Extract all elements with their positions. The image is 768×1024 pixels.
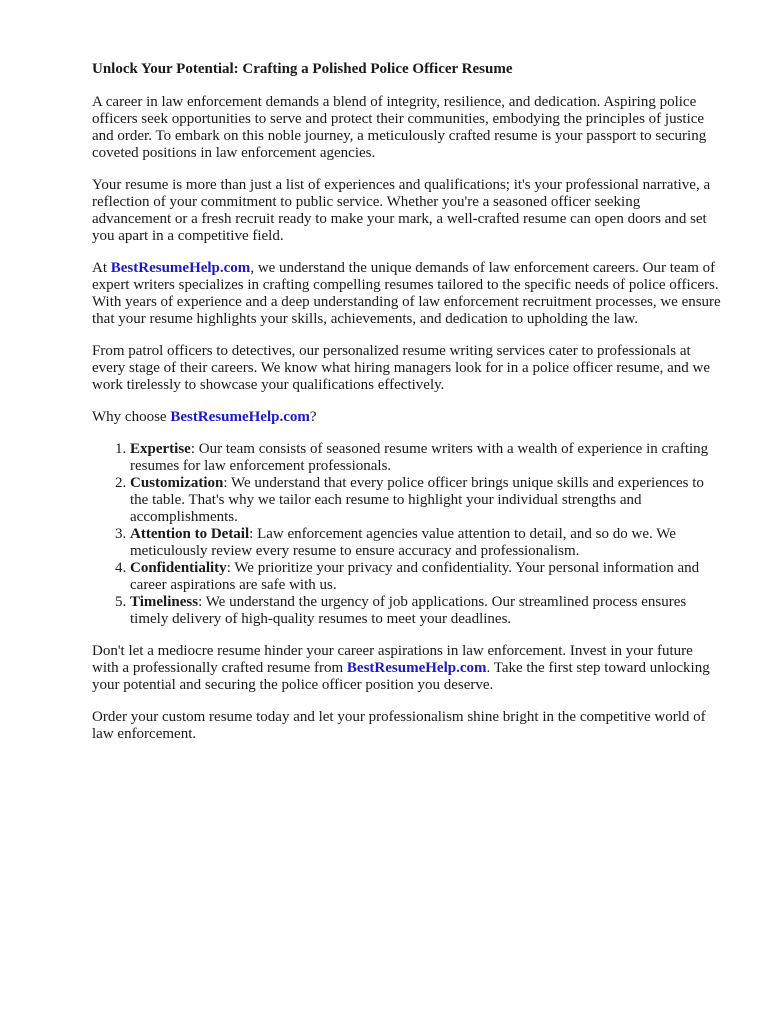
list-item-term: Timeliness	[130, 594, 199, 610]
services-paragraph: From patrol officers to detectives, our personalized resume writing services cater to professionals at every stage of their careers. We know what hiring managers look for in a police officer resume, and we work tirelessly to showcase your qualifications effectively.	[92, 343, 711, 393]
list-item-text: : We understand that every police officer brings unique skills and experiences to the table. That's why we tailor each resume to highlight your individual strengths and accomplishments.	[130, 475, 704, 525]
list-item-term: Customization	[130, 475, 224, 491]
list-item-text: : Law enforcement agencies value attention to detail, and so do we. We meticulously review every resume to ensure accuracy and professionalism.	[130, 526, 676, 559]
document-title: Unlock Your Potential: Crafting a Polished Police Officer Resume	[92, 61, 513, 77]
why-choose-paragraph	[92, 409, 722, 426]
list-item-term: Confidentiality	[130, 560, 227, 576]
bestresumehelp-link[interactable]: BestResumeHelp.com	[170, 409, 310, 425]
list-item	[130, 526, 722, 560]
why-choose-lead: Why choose	[92, 409, 171, 425]
bestresumehelp-link[interactable]: BestResumeHelp.com	[346, 660, 487, 676]
list-item-text: : We understand the urgency of job applications. Our streamlined process ensures timely delivery of high-quality resumes to meet your deadlines.	[130, 594, 687, 627]
call-to-action-paragraph	[92, 643, 722, 694]
cta-body: . Take the first step toward unlocking your potential and securing the police officer position you deserve.	[92, 660, 710, 693]
why-choose-end: ?	[309, 409, 317, 425]
list-item	[130, 560, 722, 594]
bestresumehelp-link[interactable]: BestResumeHelp.com	[110, 260, 251, 276]
company-paragraph-body: , we understand the unique demands of law enforcement careers. Our team of expert writers specializes in crafting compelling resumes tailored to the specific needs of police officers. With years of experience and a deep understanding of law enforcement recruitment processes, we ensure that your resume highlights your skills, achievements, and dedication to upholding the law.	[92, 260, 721, 327]
narrative-paragraph: Your resume is more than just a list of experiences and qualifications; it's your professional narrative, a reflection of your commitment to public service. Whether you're a seasoned officer seeking advancement or a fresh recruit ready to make your mark, a well-crafted resume can open doors and set you apart in a competitive field.	[92, 177, 711, 244]
list-item-term: Expertise	[130, 441, 191, 457]
cta-lead: Don't let a mediocre resume hinder your career aspirations in law enforcement. Invest in your future with a professionally crafted resume from	[92, 643, 693, 676]
list-item-text: : Our team consists of seasoned resume writers with a wealth of experience in crafting resumes for law enforcement professionals.	[130, 441, 709, 474]
intro-paragraph: A career in law enforcement demands a blend of integrity, resilience, and dedication. Aspiring police officers seek opportunities to serve and protect their communities, embodying the principles of justice and order. To embark on this noble journey, a meticulously crafted resume is your passport to securing coveted positions in law enforcement agencies.	[92, 94, 707, 161]
list-item-text: : We prioritize your privacy and confidentiality. Your personal information and career aspirations are safe with us.	[130, 560, 700, 593]
list-item	[130, 475, 722, 526]
list-item-term: Attention to Detail	[130, 526, 250, 542]
list-item	[130, 441, 722, 475]
benefits-list	[92, 441, 722, 628]
closing-paragraph: Order your custom resume today and let your professionalism shine bright in the competitive world of law enforcement.	[92, 709, 706, 742]
company-paragraph-lead: At	[92, 260, 111, 276]
company-paragraph	[92, 260, 722, 328]
list-item	[130, 594, 722, 628]
